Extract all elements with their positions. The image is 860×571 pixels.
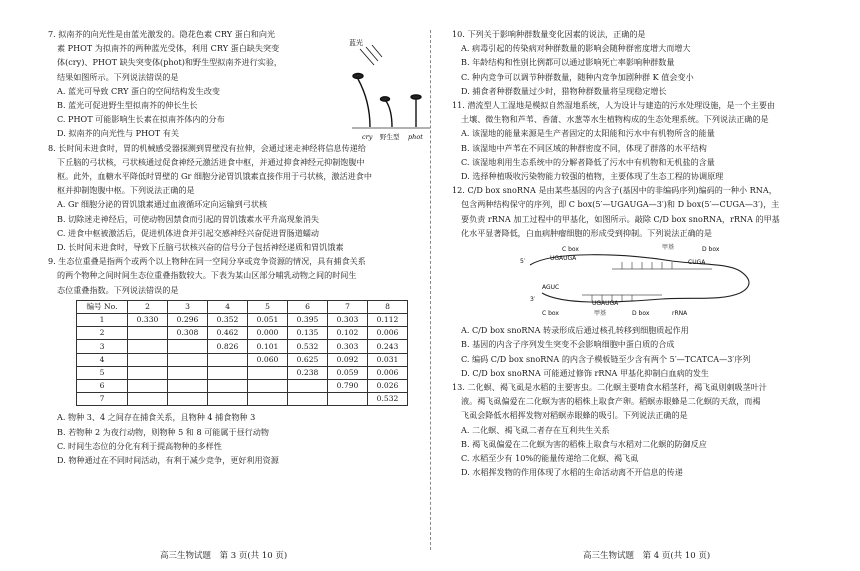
table-cell: 7 (77, 393, 128, 406)
q8-stem-line: 枢并抑制饱腹中枢。下列说法正确的是 (57, 185, 195, 196)
page-footer-right: 高三生物试题 第 4 页(共 10 页) (583, 551, 711, 561)
table-cell: 0.790 (328, 379, 368, 392)
table-cell: 0.826 (208, 340, 248, 353)
table-cell: 0.303 (328, 314, 368, 327)
table-cell: 0.092 (328, 353, 368, 366)
q12-stem-line: 12. C/D box snoRNA 是由某些基因的内含子(基因中的非编码序列)编码的一种小 RNA， (452, 185, 777, 196)
table-cell: 0.112 (368, 314, 408, 327)
table-cell: 4 (77, 353, 128, 366)
q7-option-b: B. 蓝光可促进野生型拟南芥的伸长生长 (57, 100, 198, 111)
table-row (77, 353, 408, 366)
q8-option-d: D. 长时间未进食时，导致下丘脑弓状核兴奋的信号分子包括神经递质和胃饥饿素 (57, 242, 344, 253)
q11-option-d: D. 选择种植吸收污染物能力较强的植物，主要体现了生态工程的协调原理 (461, 171, 724, 182)
q7-stem-line: 体(cry)、PHOT 缺失突变体(phot)和野生型拟南芥进行实验， (57, 57, 283, 68)
table-cell (248, 366, 288, 379)
table-row (77, 379, 408, 392)
table-cell (168, 353, 208, 366)
table-cell: 0.296 (168, 314, 208, 327)
table-cell (128, 353, 168, 366)
table-cell (128, 379, 168, 392)
q10-option-c: C. 种内竞争可以调节种群数量，随种内竞争加剧种群 K 值会变小 (461, 71, 694, 82)
q7-option-c: C. PHOT 可能影响生长素在拟南芥体内的分布 (57, 114, 225, 125)
q9-option-d: D. 物种通过在不同时间活动，有利于减少竞争，更好利用资源 (57, 454, 279, 465)
table-cell: 0.532 (288, 340, 328, 353)
q13-stem-line: 飞虱会降低水稻挥发物对稻螟赤眼蜂的吸引。下列说法正确的是 (461, 410, 688, 421)
question-8 (48, 141, 418, 255)
q13-option-d: D. 水稻挥发物的作用体现了水稻的生命活动离不开信息的传递 (461, 467, 683, 478)
q11-option-b: B. 该湿地中芦苇在不同区域的种群密度不同，体现了群落的水平结构 (461, 142, 707, 153)
table-cell: 2 (77, 327, 128, 340)
table-header-cell: 5 (248, 300, 288, 313)
q13-option-a: A. 二化螟、褐飞虱二者存在互利共生关系 (461, 424, 610, 435)
q12-stem-line: 包含两种结构保守的序列，即 C box(5′—UGAUGA—3′)和 D box(5′—CUGA—3′)，主 (461, 199, 780, 210)
q12-option-b: B. 基因的内含子序列发生突变不会影响细胞中蛋白质的合成 (461, 339, 675, 350)
table-header-row (77, 300, 408, 313)
q8-stem-line: 下丘脑的弓状核，弓状核通过促食神经元激活进食中枢，并通过抑食神经元抑制饱腹中 (57, 156, 365, 167)
table-cell: 0.330 (128, 314, 168, 327)
table-row (77, 366, 408, 379)
q8-stem-line: 枢。此外，血糖水平降低时胃壁的 Gr 细胞分泌胃饥饿素直接作用于弓状核，激活进食中 (57, 171, 372, 182)
phot-label: phot (408, 133, 423, 141)
d-box-bottom-label: D box (632, 310, 650, 318)
q8-option-b: B. 切除迷走神经后，可使动物因禁食而引起的胃饥饿素水平升高现象消失 (57, 213, 320, 224)
snorna-diagram (512, 243, 762, 319)
table-cell: 0.031 (368, 353, 408, 366)
table-row (77, 327, 408, 340)
table-row (77, 340, 408, 353)
svg-text:AGUC: AGUC (542, 284, 560, 292)
left-page (48, 27, 423, 467)
table-cell: 0.060 (248, 353, 288, 366)
q9-stem-line: 的两个物种之间时间生态位重叠指数较大。下表为某山区部分哺乳动物之间的时间生 (57, 270, 357, 281)
table-cell: 0.135 (288, 327, 328, 340)
phot-seedling (411, 95, 421, 127)
table-cell: 6 (77, 379, 128, 392)
table-cell: 0.000 (248, 327, 288, 340)
q10-option-d: D. 捕食者种群数量过少时，猎物种群数量将呈现稳定增长 (461, 85, 667, 96)
blue-light-label: 蓝光 (349, 39, 363, 47)
q9-option-b: B. 若物种 2 为夜行动物，则物种 5 和 8 可能属于昼行动物 (57, 426, 269, 437)
question-13 (452, 380, 824, 479)
q7-stem-line: 结果如图所示。下列说法错误的是 (57, 71, 179, 82)
table-header-cell: 7 (328, 300, 368, 313)
d-box-top-label: D box (702, 246, 720, 254)
q8-stem-line: 8. 长时间未进食时，胃的机械感受器探测到胃壁没有拉伸，会通过迷走神经将信息传递给 (48, 142, 366, 153)
table-cell: 0.101 (248, 340, 288, 353)
rrna-label: rRNA (672, 310, 688, 318)
table-header-cell: 2 (128, 300, 168, 313)
q12-option-c: C. 编码 C/D box snoRNA 的内含子模板链至少含有两个 5′—TCATCA—3′序列 (461, 353, 751, 364)
table-cell: 0.395 (288, 314, 328, 327)
question-9 (48, 254, 418, 467)
table-cell: 0.352 (208, 314, 248, 327)
table-cell (208, 366, 248, 379)
table-cell (128, 366, 168, 379)
table-cell: 0.006 (368, 366, 408, 379)
table-cell (248, 393, 288, 406)
svg-text:5′: 5′ (520, 258, 526, 266)
c-box-bottom-label: C box (542, 310, 559, 318)
q13-option-b: B. 褐飞虱偏爱在二化螟为害的稻株上取食与水稻对二化螟的防御反应 (461, 438, 707, 449)
svg-text:CUGA: CUGA (688, 259, 706, 267)
cry-label: cry (362, 133, 373, 141)
methyl-bottom-label: 甲基 (594, 310, 607, 318)
q11-option-c: C. 该湿地利用生态系统中的分解者降低了污水中有机物和无机盐的含量 (461, 156, 715, 167)
table-cell: 0.303 (328, 340, 368, 353)
niche-overlap-table (76, 300, 408, 407)
q12-stem-line: 要负责 rRNA 加工过程中的甲基化，如图所示。敲除 C/D box snoRNA，rRNA 的甲基 (461, 213, 780, 224)
right-page (452, 27, 824, 479)
methyl-top-label: 甲基 (662, 244, 675, 252)
q9-option-a: A. 物种 3、4 之间存在捕食关系，且物种 4 捕食物种 3 (57, 412, 256, 423)
table-cell (168, 393, 208, 406)
cry-seedling (353, 74, 370, 128)
q7-stem-line: 7. 拟南芥的向光性是由蓝光激发的。隐花色素 CRY 蛋白和向光 (48, 29, 276, 39)
q11-stem-line: 11. 潜流型人工湿地是模拟自然湿地系统，人为设计与建造的污水处理设施，是一个主要由 (452, 100, 776, 111)
page-divider (430, 30, 431, 550)
q12-option-a: A. C/D box snoRNA 转录形成后通过核孔转移到细胞质起作用 (461, 325, 689, 336)
q13-stem-line: 13. 二化螟、褐飞虱是水稻的主要害虫。二化螟主要啃食水稻茎秆，褐飞虱则刺吸茎叶汁 (452, 382, 767, 393)
table-header-cell: 8 (368, 300, 408, 313)
table-cell (128, 393, 168, 406)
q11-option-a: A. 该湿地的能量来源是生产者固定的太阳能和污水中有机物所含的能量 (461, 128, 715, 139)
table-cell: 1 (77, 314, 128, 327)
light-arrows (360, 45, 382, 65)
table-cell (328, 393, 368, 406)
q13-option-c: C. 水稻至少有 10%的能量传递给二化螟、褐飞虱 (461, 453, 639, 464)
svg-text:UGAUGA: UGAUGA (550, 255, 577, 263)
q10-option-b: B. 年龄结构和性别比例都可以通过影响死亡率影响种群数量 (461, 57, 675, 68)
table-header-cell: 3 (168, 300, 208, 313)
q12-stem-line: 化水平显著降低，白血病肿瘤细胞的形成受到抑制。下列说法正确的是 (461, 227, 712, 238)
q7-figure (344, 35, 434, 147)
table-cell: 0.308 (168, 327, 208, 340)
q8-option-a: A. Gr 细胞分泌的胃饥饿素通过血液循环定向运输到弓状核 (57, 199, 268, 210)
table-header-cell: 编号 No. (77, 300, 128, 313)
question-10 (452, 27, 824, 98)
table-cell: 0.026 (368, 379, 408, 392)
table-cell: 0.051 (248, 314, 288, 327)
q9-option-c: C. 时间生态位的分化有利于提高物种的多样性 (57, 440, 222, 451)
svg-text:3′: 3′ (530, 296, 536, 304)
table-cell: 5 (77, 366, 128, 379)
table-cell: 0.059 (328, 366, 368, 379)
table-cell: 0.462 (208, 327, 248, 340)
table-cell (168, 366, 208, 379)
page-footer-left: 高三生物试题 第 3 页(共 10 页) (160, 551, 288, 561)
table-cell: 0.006 (368, 327, 408, 340)
table-cell (248, 379, 288, 392)
q11-stem-line: 土壤、微生物和芦苇、香蒲、水葱等水生植物构成的生态处理系统。下列说法正确的是 (461, 114, 769, 125)
table-header-cell: 6 (288, 300, 328, 313)
table-cell (208, 353, 248, 366)
q7-stem-line: 素 PHOT 为拟南芥的两种蓝光受体，利用 CRY 蛋白缺失突变 (57, 43, 280, 54)
c-box-top-label: C box (562, 246, 579, 254)
table-cell: 0.238 (288, 366, 328, 379)
q9-stem-line: 9. 生态位重叠是指两个或两个以上物种在同一空间分享或竞争资源的情况，具有捕食关系 (48, 256, 366, 267)
table-cell: 3 (77, 340, 128, 353)
q8-option-c: C. 进食中枢被激活后，促进机体进食并引起交感神经兴奋促进胃肠道蠕动 (57, 227, 319, 238)
table-cell (288, 379, 328, 392)
table-cell (168, 340, 208, 353)
table-row (77, 393, 408, 406)
q13-stem-line: 液。褐飞虱偏爱在二化螟为害的稻株上取食产卵。稻螟赤眼蜂是二化螟的天敌，而褐 (461, 396, 761, 407)
wild-type-seedling (381, 97, 393, 127)
table-row (77, 314, 408, 327)
table-cell: 0.625 (288, 353, 328, 366)
question-12 (452, 183, 824, 380)
table-cell: 0.243 (368, 340, 408, 353)
svg-text:UGAUGA: UGAUGA (592, 300, 619, 308)
table-header-cell: 4 (208, 300, 248, 313)
table-cell: 0.102 (328, 327, 368, 340)
q10-stem-line: 10. 下列关于影响种群数量变化因素的说法，正确的是 (452, 29, 646, 39)
q7-option-a: A. 蓝光可导致 CRY 蛋白的空间结构发生改变 (57, 85, 221, 96)
table-cell (288, 393, 328, 406)
table-cell: 0.532 (368, 393, 408, 406)
table-cell (128, 340, 168, 353)
q9-stem-line: 态位重叠指数。下列说法错误的是 (57, 284, 179, 295)
table-cell (128, 327, 168, 340)
q12-option-d: D. C/D box snoRNA 可能通过修饰 rRNA 甲基化抑制白血病的发生 (461, 367, 709, 378)
wild-type-label: 野生型 (380, 133, 400, 141)
table-cell (168, 379, 208, 392)
q7-option-d: D. 拟南芥的向光性与 PHOT 有关 (57, 128, 179, 139)
table-cell (208, 379, 248, 392)
table-cell (208, 393, 248, 406)
q10-option-a: A. 病毒引起的传染病对种群数量的影响会随种群密度增大而增大 (461, 43, 691, 54)
question-11 (452, 98, 824, 183)
